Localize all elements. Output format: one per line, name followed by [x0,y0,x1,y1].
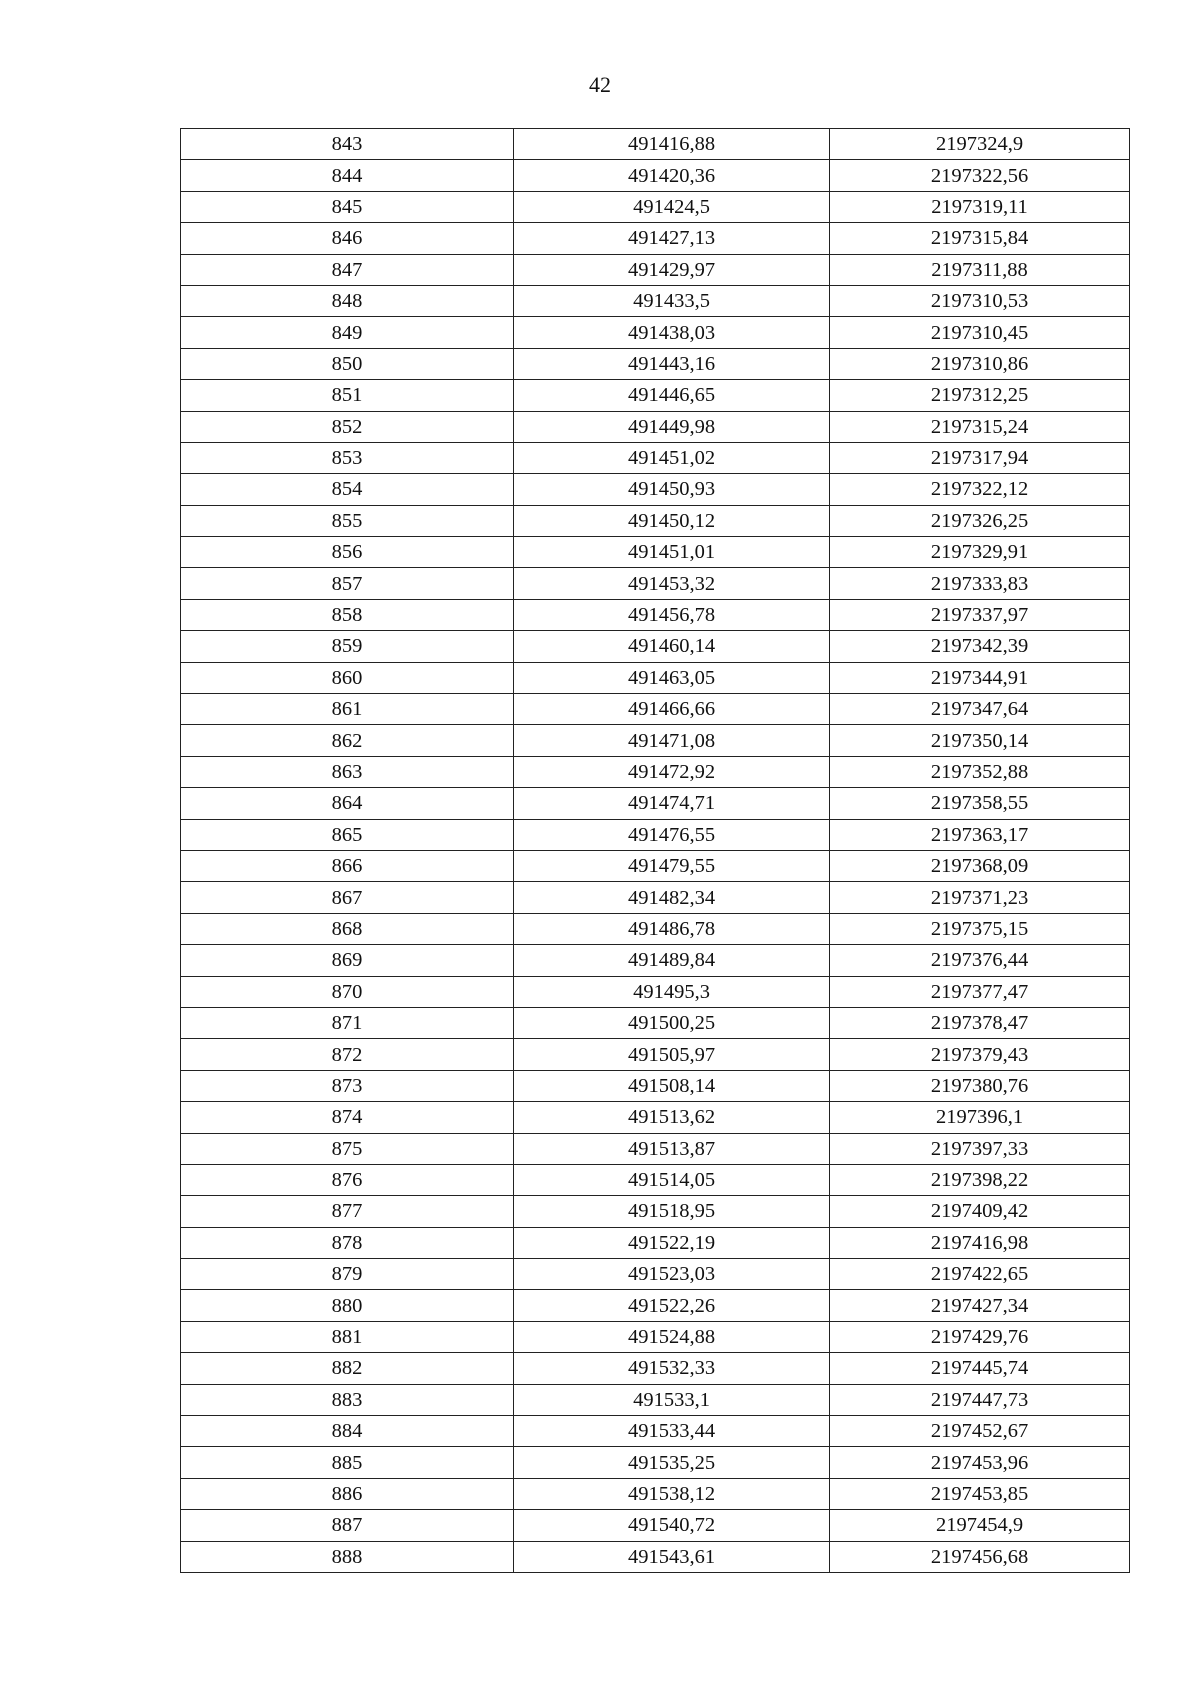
table-row [181,1384,1130,1415]
x-coordinate-cell: 491450,93 [514,474,830,505]
x-coordinate-cell: 491508,14 [514,1070,830,1101]
point-number-cell: 885 [181,1447,514,1478]
point-number-cell: 869 [181,945,514,976]
point-number-cell: 886 [181,1478,514,1509]
x-coordinate-cell: 491474,71 [514,788,830,819]
y-coordinate-cell: 2197376,44 [830,945,1130,976]
point-number-cell: 857 [181,568,514,599]
table-row [181,348,1130,379]
point-number-cell: 858 [181,599,514,630]
y-coordinate-cell: 2197427,34 [830,1290,1130,1321]
point-number-cell: 867 [181,882,514,913]
table-row [181,1102,1130,1133]
y-coordinate-cell: 2197315,84 [830,223,1130,254]
y-coordinate-cell: 2197454,9 [830,1510,1130,1541]
table-row [181,662,1130,693]
x-coordinate-cell: 491518,95 [514,1196,830,1227]
x-coordinate-cell: 491479,55 [514,850,830,881]
table-row [181,725,1130,756]
y-coordinate-cell: 2197456,68 [830,1541,1130,1572]
y-coordinate-cell: 2197344,91 [830,662,1130,693]
table-row [181,599,1130,630]
coordinates-table-body [181,129,1130,1573]
y-coordinate-cell: 2197317,94 [830,442,1130,473]
x-coordinate-cell: 491513,62 [514,1102,830,1133]
table-row [181,285,1130,316]
table-row [181,160,1130,191]
y-coordinate-cell: 2197379,43 [830,1039,1130,1070]
point-number-cell: 846 [181,223,514,254]
y-coordinate-cell: 2197447,73 [830,1384,1130,1415]
point-number-cell: 879 [181,1259,514,1290]
point-number-cell: 851 [181,380,514,411]
x-coordinate-cell: 491416,88 [514,129,830,160]
table-row [181,474,1130,505]
table-row [181,1510,1130,1541]
y-coordinate-cell: 2197363,17 [830,819,1130,850]
point-number-cell: 847 [181,254,514,285]
y-coordinate-cell: 2197312,25 [830,380,1130,411]
y-coordinate-cell: 2197375,15 [830,913,1130,944]
table-row [181,788,1130,819]
table-row [181,1164,1130,1195]
y-coordinate-cell: 2197396,1 [830,1102,1130,1133]
x-coordinate-cell: 491463,05 [514,662,830,693]
x-coordinate-cell: 491451,01 [514,537,830,568]
y-coordinate-cell: 2197378,47 [830,1007,1130,1038]
y-coordinate-cell: 2197319,11 [830,191,1130,222]
point-number-cell: 876 [181,1164,514,1195]
x-coordinate-cell: 491449,98 [514,411,830,442]
y-coordinate-cell: 2197324,9 [830,129,1130,160]
x-coordinate-cell: 491466,66 [514,694,830,725]
point-number-cell: 866 [181,850,514,881]
table-row [181,1447,1130,1478]
point-number-cell: 883 [181,1384,514,1415]
point-number-cell: 880 [181,1290,514,1321]
table-row [181,1541,1130,1572]
point-number-cell: 856 [181,537,514,568]
table-row [181,442,1130,473]
table-row [181,537,1130,568]
table-row [181,1133,1130,1164]
y-coordinate-cell: 2197310,45 [830,317,1130,348]
point-number-cell: 862 [181,725,514,756]
point-number-cell: 864 [181,788,514,819]
x-coordinate-cell: 491535,25 [514,1447,830,1478]
point-number-cell: 881 [181,1321,514,1352]
table-row [181,1007,1130,1038]
x-coordinate-cell: 491540,72 [514,1510,830,1541]
point-number-cell: 853 [181,442,514,473]
x-coordinate-cell: 491456,78 [514,599,830,630]
y-coordinate-cell: 2197409,42 [830,1196,1130,1227]
x-coordinate-cell: 491495,3 [514,976,830,1007]
x-coordinate-cell: 491446,65 [514,380,830,411]
table-row [181,945,1130,976]
x-coordinate-cell: 491533,1 [514,1384,830,1415]
x-coordinate-cell: 491543,61 [514,1541,830,1572]
table-row [181,1259,1130,1290]
table-row [181,631,1130,662]
point-number-cell: 848 [181,285,514,316]
x-coordinate-cell: 491533,44 [514,1416,830,1447]
x-coordinate-cell: 491420,36 [514,160,830,191]
x-coordinate-cell: 491505,97 [514,1039,830,1070]
x-coordinate-cell: 491427,13 [514,223,830,254]
x-coordinate-cell: 491522,19 [514,1227,830,1258]
y-coordinate-cell: 2197326,25 [830,505,1130,536]
point-number-cell: 873 [181,1070,514,1101]
table-row [181,1227,1130,1258]
y-coordinate-cell: 2197350,14 [830,725,1130,756]
point-number-cell: 882 [181,1353,514,1384]
table-row [181,505,1130,536]
y-coordinate-cell: 2197333,83 [830,568,1130,599]
point-number-cell: 850 [181,348,514,379]
y-coordinate-cell: 2197347,64 [830,694,1130,725]
x-coordinate-cell: 491489,84 [514,945,830,976]
table-row [181,568,1130,599]
x-coordinate-cell: 491500,25 [514,1007,830,1038]
y-coordinate-cell: 2197377,47 [830,976,1130,1007]
table-row [181,1039,1130,1070]
table-row [181,380,1130,411]
x-coordinate-cell: 491522,26 [514,1290,830,1321]
point-number-cell: 887 [181,1510,514,1541]
coordinates-table [180,128,1130,1573]
point-number-cell: 877 [181,1196,514,1227]
point-number-cell: 859 [181,631,514,662]
y-coordinate-cell: 2197310,86 [830,348,1130,379]
table-row [181,1353,1130,1384]
point-number-cell: 843 [181,129,514,160]
x-coordinate-cell: 491476,55 [514,819,830,850]
table-row [181,1478,1130,1509]
x-coordinate-cell: 491438,03 [514,317,830,348]
x-coordinate-cell: 491514,05 [514,1164,830,1195]
point-number-cell: 845 [181,191,514,222]
table-row [181,1196,1130,1227]
x-coordinate-cell: 491472,92 [514,756,830,787]
x-coordinate-cell: 491538,12 [514,1478,830,1509]
point-number-cell: 861 [181,694,514,725]
point-number-cell: 854 [181,474,514,505]
y-coordinate-cell: 2197358,55 [830,788,1130,819]
table-row [181,882,1130,913]
point-number-cell: 865 [181,819,514,850]
y-coordinate-cell: 2197453,96 [830,1447,1130,1478]
table-row [181,819,1130,850]
point-number-cell: 860 [181,662,514,693]
table-row [181,1416,1130,1447]
table-row [181,1321,1130,1352]
table-row [181,254,1130,285]
x-coordinate-cell: 491443,16 [514,348,830,379]
y-coordinate-cell: 2197342,39 [830,631,1130,662]
y-coordinate-cell: 2197453,85 [830,1478,1130,1509]
y-coordinate-cell: 2197368,09 [830,850,1130,881]
x-coordinate-cell: 491482,34 [514,882,830,913]
page-number: 42 [589,72,611,97]
x-coordinate-cell: 491450,12 [514,505,830,536]
x-coordinate-cell: 491451,02 [514,442,830,473]
point-number-cell: 870 [181,976,514,1007]
x-coordinate-cell: 491523,03 [514,1259,830,1290]
x-coordinate-cell: 491486,78 [514,913,830,944]
y-coordinate-cell: 2197310,53 [830,285,1130,316]
table-row [181,317,1130,348]
y-coordinate-cell: 2197311,88 [830,254,1130,285]
point-number-cell: 878 [181,1227,514,1258]
x-coordinate-cell: 491453,32 [514,568,830,599]
y-coordinate-cell: 2197329,91 [830,537,1130,568]
point-number-cell: 872 [181,1039,514,1070]
y-coordinate-cell: 2197398,22 [830,1164,1130,1195]
point-number-cell: 852 [181,411,514,442]
table-row [181,694,1130,725]
point-number-cell: 849 [181,317,514,348]
point-number-cell: 888 [181,1541,514,1572]
y-coordinate-cell: 2197416,98 [830,1227,1130,1258]
x-coordinate-cell: 491429,97 [514,254,830,285]
table-row [181,850,1130,881]
x-coordinate-cell: 491460,14 [514,631,830,662]
point-number-cell: 874 [181,1102,514,1133]
y-coordinate-cell: 2197352,88 [830,756,1130,787]
table-row [181,913,1130,944]
y-coordinate-cell: 2197452,67 [830,1416,1130,1447]
point-number-cell: 875 [181,1133,514,1164]
x-coordinate-cell: 491471,08 [514,725,830,756]
table-row [181,1070,1130,1101]
y-coordinate-cell: 2197322,12 [830,474,1130,505]
y-coordinate-cell: 2197315,24 [830,411,1130,442]
y-coordinate-cell: 2197422,65 [830,1259,1130,1290]
y-coordinate-cell: 2197445,74 [830,1353,1130,1384]
y-coordinate-cell: 2197322,56 [830,160,1130,191]
y-coordinate-cell: 2197337,97 [830,599,1130,630]
point-number-cell: 868 [181,913,514,944]
point-number-cell: 844 [181,160,514,191]
y-coordinate-cell: 2197371,23 [830,882,1130,913]
point-number-cell: 884 [181,1416,514,1447]
x-coordinate-cell: 491513,87 [514,1133,830,1164]
x-coordinate-cell: 491532,33 [514,1353,830,1384]
table-row [181,129,1130,160]
point-number-cell: 863 [181,756,514,787]
y-coordinate-cell: 2197380,76 [830,1070,1130,1101]
point-number-cell: 871 [181,1007,514,1038]
y-coordinate-cell: 2197397,33 [830,1133,1130,1164]
table-row [181,756,1130,787]
table-row [181,411,1130,442]
x-coordinate-cell: 491524,88 [514,1321,830,1352]
y-coordinate-cell: 2197429,76 [830,1321,1130,1352]
table-row [181,223,1130,254]
x-coordinate-cell: 491433,5 [514,285,830,316]
x-coordinate-cell: 491424,5 [514,191,830,222]
table-row [181,976,1130,1007]
table-row [181,191,1130,222]
table-row [181,1290,1130,1321]
point-number-cell: 855 [181,505,514,536]
